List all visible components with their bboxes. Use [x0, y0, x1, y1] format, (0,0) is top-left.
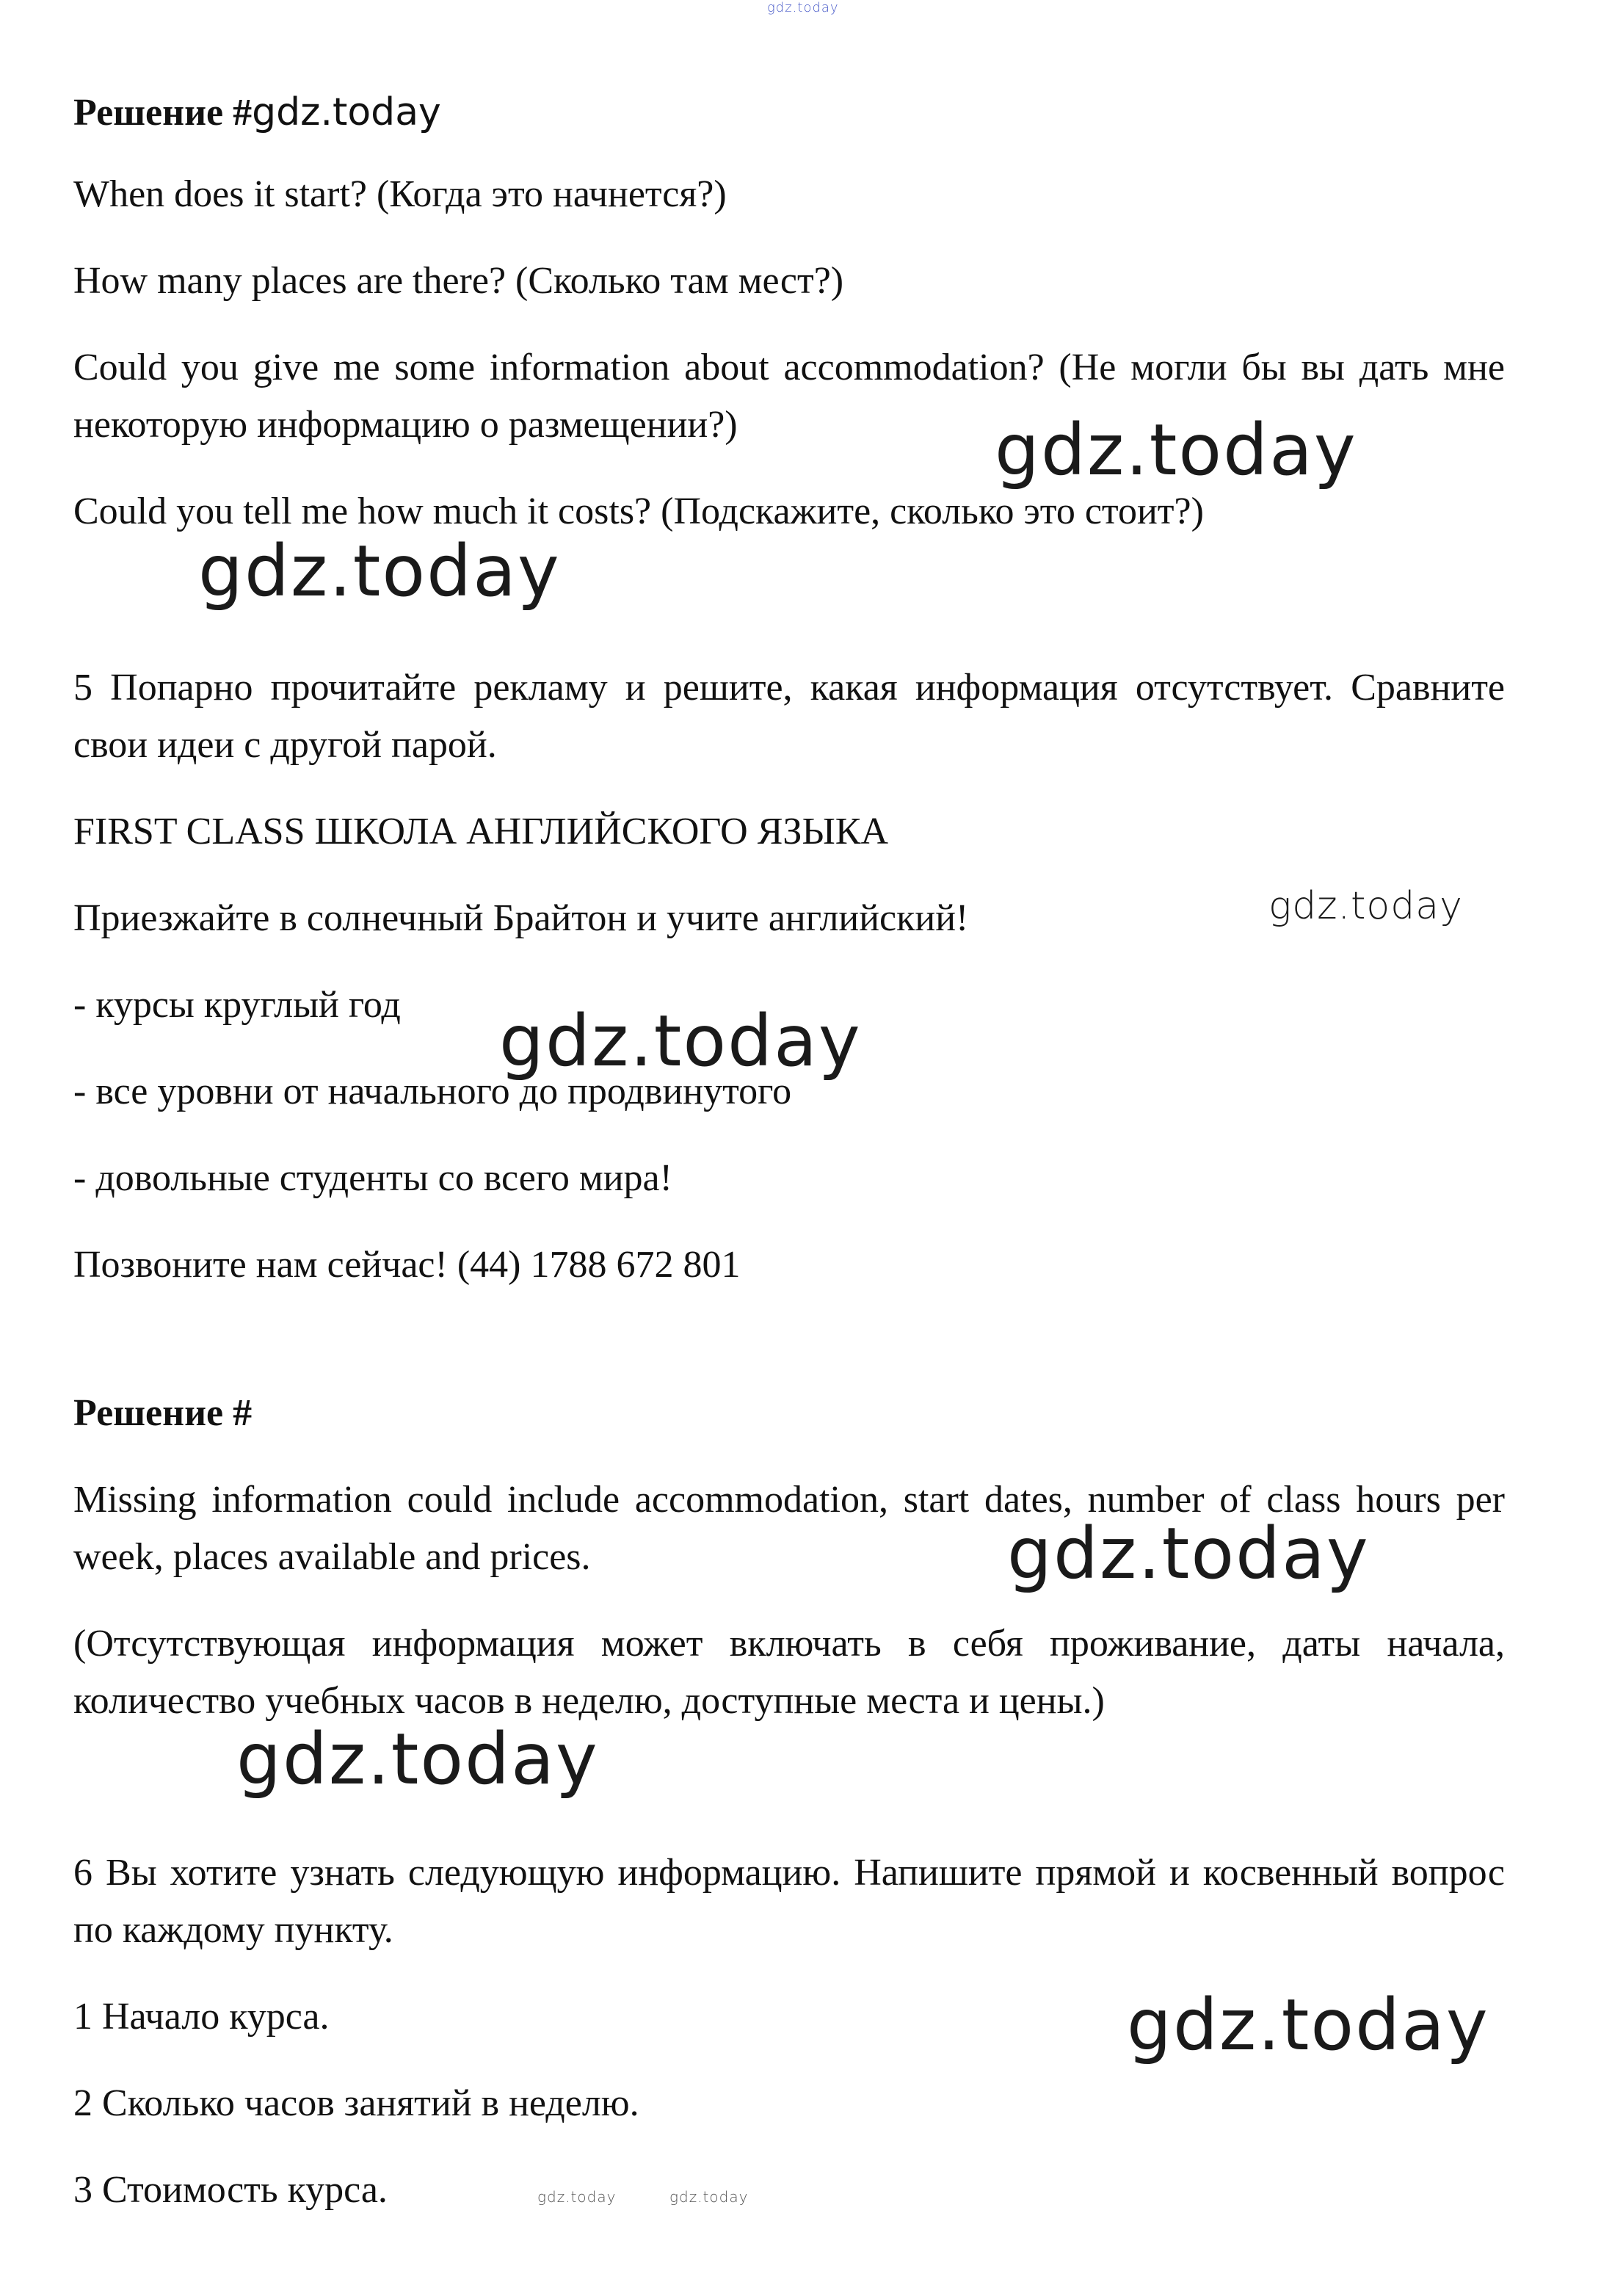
answer-en: Missing information could include accommodation, start dates, number of class hours per week, places available and prices. — [73, 1479, 1505, 1578]
answer-line-1: When does it start? (Когда это начнется?) — [73, 173, 727, 215]
ad-line-3: - все уровни от начального до продвинутого — [73, 1071, 792, 1112]
solution-heading-1-text: Решение # — [73, 92, 253, 134]
task6-item-3: 3 Стоимость курса. — [73, 2169, 388, 2211]
watermark-6: gdz.today — [236, 1718, 599, 1800]
answer-line-3: Could you give me some information about accommodation? (Не могли бы вы дать мне некоторую информацию о размещении?) — [73, 347, 1505, 446]
task5-text: 5 Попарно прочитайте рекламу и решите, какая информация отсутствует. Сравните свои идеи с другой парой. — [73, 667, 1505, 766]
ad-line-1: Приезжайте в солнечный Брайтон и учите английский! — [73, 897, 969, 939]
ad-line-5: Позвоните нам сейчас! (44) 1788 672 801 — [73, 1244, 741, 1286]
solution-heading-2: Решение # — [73, 1392, 253, 1434]
watermark-7: gdz.today — [1127, 1984, 1489, 2066]
watermark-4: gdz.today — [499, 1000, 862, 1082]
solution-heading-1 — [73, 84, 1505, 142]
answer-ru: (Отсутствующая информация может включать в себя проживание, даты начала, количество учебных часов в неделю, доступные места и цены.) — [73, 1623, 1505, 1722]
watermark-2: gdz.today — [198, 530, 561, 612]
task6-item-1: 1 Начало курса. — [73, 1996, 330, 2038]
ad-title: FIRST CLASS ШКОЛА АНГЛИЙСКОГО ЯЗЫКА — [73, 811, 889, 852]
watermark-5: gdz.today — [1007, 1513, 1370, 1595]
watermark-9: gdz.today — [669, 2188, 749, 2206]
watermark-3: gdz.today — [1268, 884, 1463, 928]
answer-line-4: Could you tell me how much it costs? (Подскажите, сколько это стоит?) — [73, 490, 1204, 532]
ad-line-2: - курсы круглый год — [73, 984, 401, 1026]
answer-line-2: How many places are there? (Сколько там мест?) — [73, 260, 844, 302]
watermark-1: gdz.today — [995, 409, 1357, 491]
task6-text: 6 Вы хотите узнать следующую информацию. Напишите прямой и косвенный вопрос по каждому пункту. — [73, 1852, 1505, 1951]
ad-line-4: - довольные студенты со всего мира! — [73, 1157, 672, 1199]
task6-item-2: 2 Сколько часов занятий в неделю. — [73, 2082, 639, 2124]
watermark-inline: gdz.today — [252, 90, 441, 134]
watermark-8: gdz.today — [537, 2188, 617, 2206]
watermark-top: gdz.today — [767, 0, 839, 15]
